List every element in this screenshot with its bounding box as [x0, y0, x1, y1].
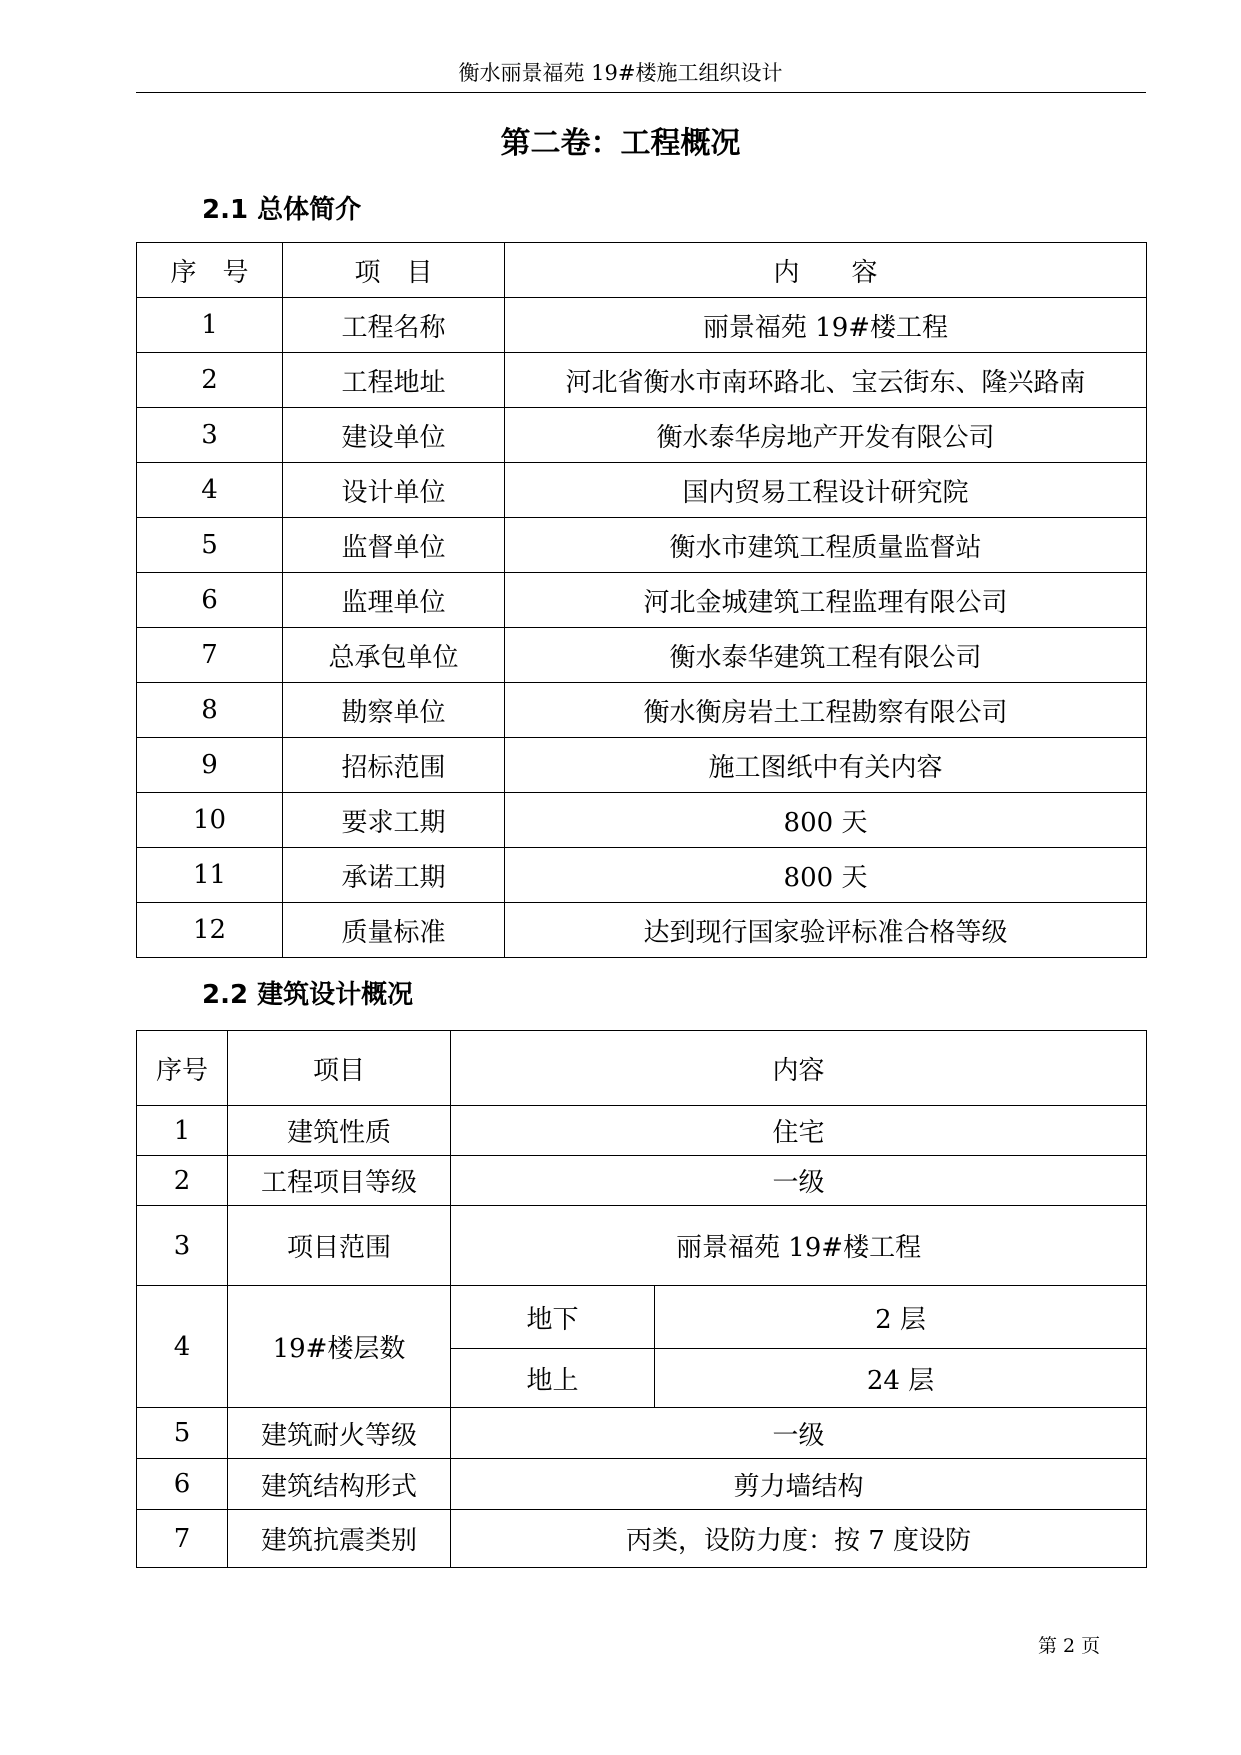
table-row: [137, 628, 1147, 683]
column-header-content: 内 容: [505, 243, 1147, 298]
row-number: 7: [137, 628, 283, 683]
row-item: 工程名称: [283, 298, 505, 353]
row-number: 4: [137, 463, 283, 518]
row-content: 衡水市建筑工程质量监督站: [505, 518, 1147, 573]
row-item: 建筑耐火等级: [228, 1408, 451, 1459]
row-content: 河北金城建筑工程监理有限公司: [505, 573, 1147, 628]
row-number: 5: [137, 1408, 228, 1459]
table-row: [137, 408, 1147, 463]
document-title: 第二卷：工程概况: [500, 126, 741, 161]
page-number: 第 2 页: [1038, 1635, 1101, 1657]
row-item: 工程地址: [283, 353, 505, 408]
table-row: [137, 683, 1147, 738]
row-content: 剪力墙结构: [451, 1459, 1147, 1510]
row-number: 3: [137, 408, 283, 463]
row-item: 质量标准: [283, 903, 505, 958]
section-heading-overview: 2.1 总体简介: [202, 195, 362, 225]
row-item: 监督单位: [283, 518, 505, 573]
row-content: 衡水泰华建筑工程有限公司: [505, 628, 1147, 683]
row-number: 2: [137, 1156, 228, 1206]
row-content: 丙类，设防力度：按 7 度设防: [451, 1510, 1147, 1568]
row-item: 建筑结构形式: [228, 1459, 451, 1510]
row-content: 河北省衡水市南环路北、宝云街东、隆兴路南: [505, 353, 1147, 408]
row-item: 要求工期: [283, 793, 505, 848]
row-content: 丽景福苑 19#楼工程: [505, 298, 1147, 353]
architecture-table: [136, 1030, 1147, 1568]
table-row: [137, 298, 1147, 353]
section-heading-architecture: 2.2 建筑设计概况: [202, 980, 414, 1010]
row-item: 19#楼层数: [228, 1286, 451, 1408]
table-row: [137, 573, 1147, 628]
row-number: 4: [137, 1286, 228, 1408]
row-content: 丽景福苑 19#楼工程: [451, 1206, 1147, 1286]
column-header-no: 序号: [137, 1031, 228, 1106]
table-row: [137, 738, 1147, 793]
row-content: 800 天: [505, 848, 1147, 903]
row-number: 8: [137, 683, 283, 738]
row-number: 7: [137, 1510, 228, 1568]
column-header-content: 内容: [451, 1031, 1147, 1106]
table-row: [137, 353, 1147, 408]
table-row: [137, 1286, 1147, 1349]
table-row: [137, 848, 1147, 903]
row-number: 1: [137, 298, 283, 353]
row-content: 衡水衡房岩土工程勘察有限公司: [505, 683, 1147, 738]
table-header-row: [137, 1031, 1147, 1106]
row-number: 11: [137, 848, 283, 903]
table-row: [137, 793, 1147, 848]
table-row: [137, 1408, 1147, 1459]
row-number: 6: [137, 1459, 228, 1510]
row-content: 达到现行国家验评标准合格等级: [505, 903, 1147, 958]
table-row: [137, 1156, 1147, 1206]
row-content: 施工图纸中有关内容: [505, 738, 1147, 793]
table-row: [137, 1206, 1147, 1286]
table-row: [137, 518, 1147, 573]
row-item: 建筑性质: [228, 1106, 451, 1156]
table-row: [137, 903, 1147, 958]
row-number: 9: [137, 738, 283, 793]
sub-label-aboveground: 地上: [451, 1349, 655, 1408]
row-item: 项目范围: [228, 1206, 451, 1286]
page-header: 衡水丽景福苑 19#楼施工组织设计: [458, 61, 783, 85]
row-item: 招标范围: [283, 738, 505, 793]
overview-table: [136, 242, 1147, 958]
row-content: 一级: [451, 1408, 1147, 1459]
row-item: 设计单位: [283, 463, 505, 518]
row-number: 3: [137, 1206, 228, 1286]
row-content: 国内贸易工程设计研究院: [505, 463, 1147, 518]
table-row: [137, 1510, 1147, 1568]
column-header-item: 项 目: [283, 243, 505, 298]
row-item: 建筑抗震类别: [228, 1510, 451, 1568]
row-item: 总承包单位: [283, 628, 505, 683]
row-item: 承诺工期: [283, 848, 505, 903]
sub-value-underground: 2 层: [655, 1286, 1147, 1349]
table-row: [137, 1459, 1147, 1510]
row-item: 工程项目等级: [228, 1156, 451, 1206]
row-content: 一级: [451, 1156, 1147, 1206]
row-item: 监理单位: [283, 573, 505, 628]
table-row: [137, 1106, 1147, 1156]
column-header-item: 项目: [228, 1031, 451, 1106]
sub-label-underground: 地下: [451, 1286, 655, 1349]
row-content: 衡水泰华房地产开发有限公司: [505, 408, 1147, 463]
row-number: 2: [137, 353, 283, 408]
table-header-row: [137, 243, 1147, 298]
sub-value-aboveground: 24 层: [655, 1349, 1147, 1408]
column-header-no: 序 号: [137, 243, 283, 298]
row-number: 5: [137, 518, 283, 573]
row-content: 住宅: [451, 1106, 1147, 1156]
row-item: 建设单位: [283, 408, 505, 463]
row-content: 800 天: [505, 793, 1147, 848]
row-number: 6: [137, 573, 283, 628]
row-item: 勘察单位: [283, 683, 505, 738]
header-divider: [136, 92, 1146, 93]
row-number: 12: [137, 903, 283, 958]
row-number: 1: [137, 1106, 228, 1156]
table-row: [137, 463, 1147, 518]
row-number: 10: [137, 793, 283, 848]
